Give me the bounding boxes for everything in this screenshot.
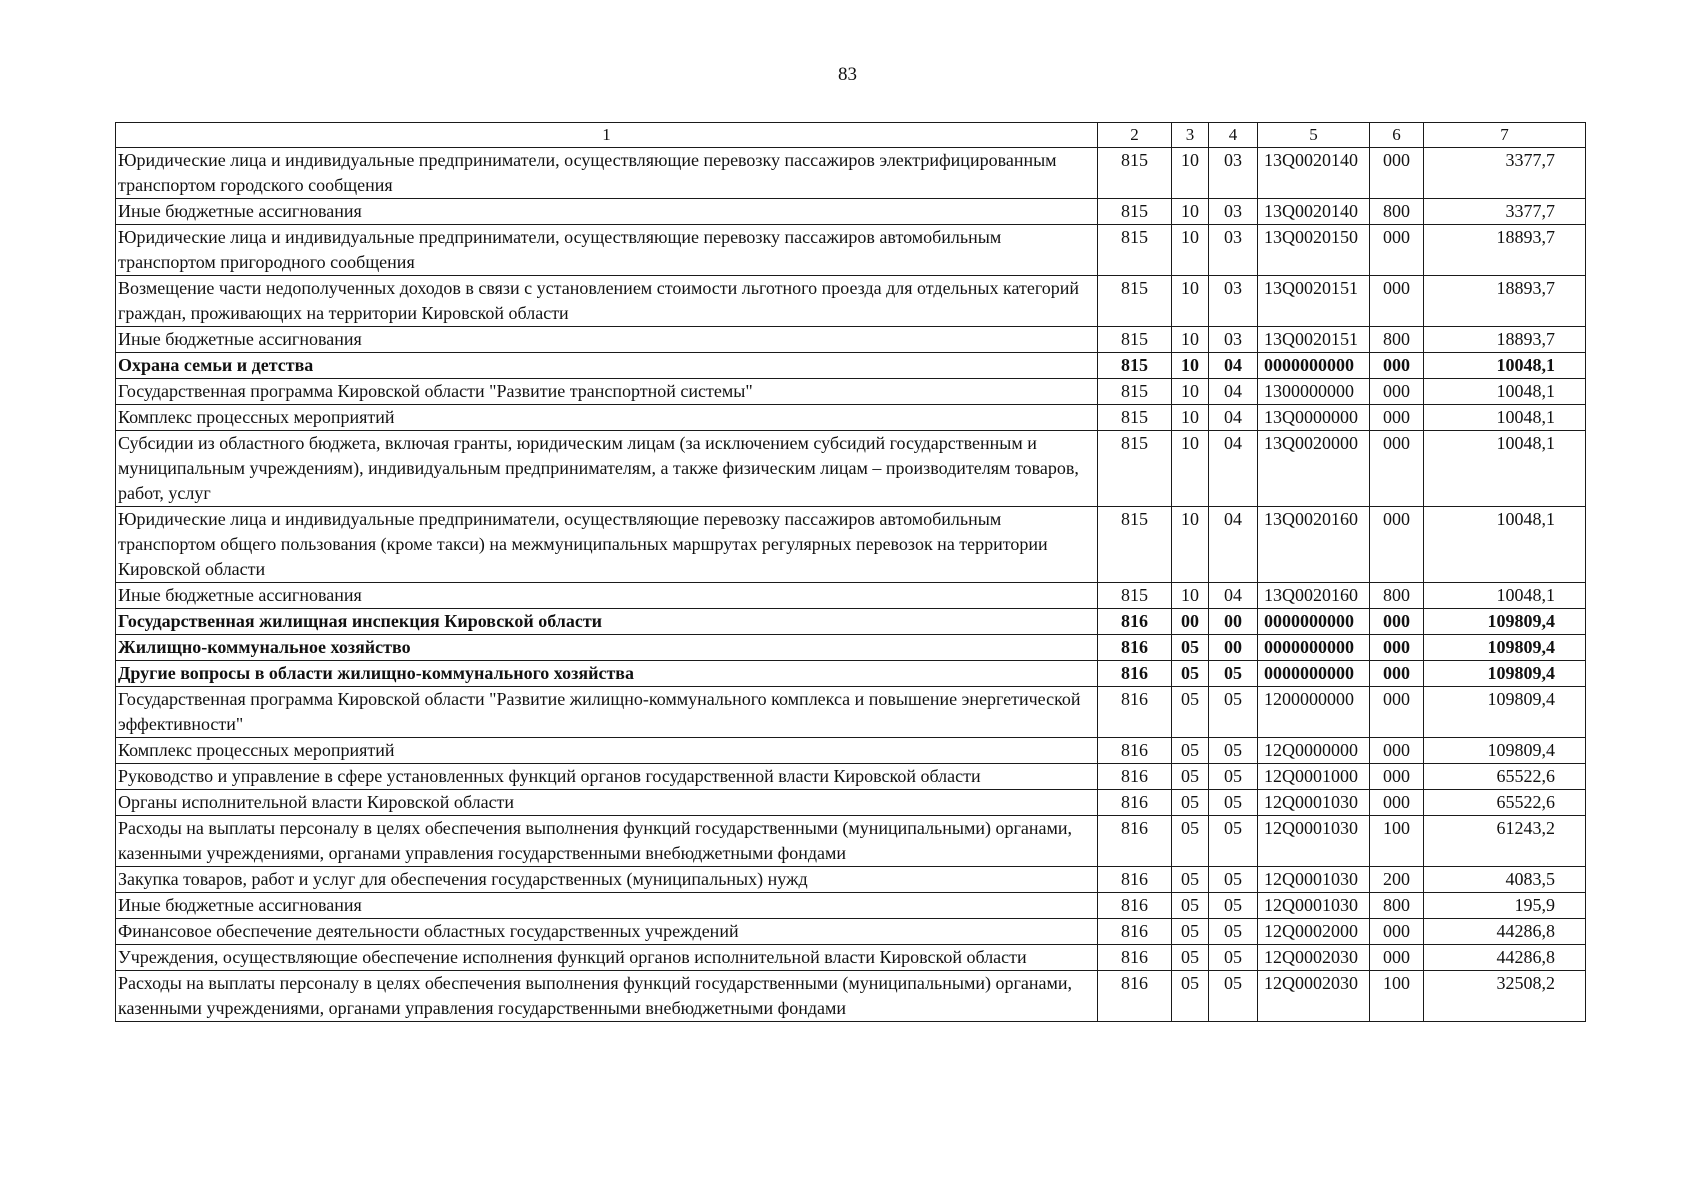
row-code-4-cell: 05 — [1209, 738, 1258, 764]
row-code-2-cell: 816 — [1098, 790, 1172, 816]
row-code-3-cell: 10 — [1172, 431, 1209, 507]
row-amount-cell: 3377,7 — [1424, 148, 1586, 199]
row-amount-cell: 18893,7 — [1424, 225, 1586, 276]
row-name-cell: Учреждения, осуществляющие обеспечение исполнения функций органов исполнительной власти Кировской области — [116, 945, 1098, 971]
row-name-cell: Возмещение части недополученных доходов в связи с установлением стоимости льготного проезда для отдельных категорий граждан, проживающих на территории Кировской области — [116, 276, 1098, 327]
row-amount-cell: 109809,4 — [1424, 687, 1586, 738]
row-amount-cell: 10048,1 — [1424, 405, 1586, 431]
row-code-3-cell: 05 — [1172, 790, 1209, 816]
table-row — [116, 945, 1586, 971]
row-name-cell: Руководство и управление в сфере установленных функций органов государственной власти Кировской области — [116, 764, 1098, 790]
row-name-cell: Финансовое обеспечение деятельности областных государственных учреждений — [116, 919, 1098, 945]
row-code-5-cell: 12Q0002030 — [1258, 971, 1370, 1022]
row-code-5-cell: 12Q0001030 — [1258, 816, 1370, 867]
table-row — [116, 816, 1586, 867]
row-code-4-cell: 00 — [1209, 635, 1258, 661]
table-header — [116, 123, 1586, 148]
row-amount-cell: 10048,1 — [1424, 583, 1586, 609]
row-code-5-cell: 1200000000 — [1258, 687, 1370, 738]
table-row — [116, 893, 1586, 919]
row-code-3-cell: 10 — [1172, 507, 1209, 583]
row-amount-cell: 65522,6 — [1424, 790, 1586, 816]
row-code-4-cell: 03 — [1209, 148, 1258, 199]
row-code-3-cell: 10 — [1172, 276, 1209, 327]
row-code-3-cell: 10 — [1172, 327, 1209, 353]
row-amount-cell: 3377,7 — [1424, 199, 1586, 225]
row-code-2-cell: 815 — [1098, 276, 1172, 327]
table-row — [116, 738, 1586, 764]
row-code-5-cell: 13Q0020140 — [1258, 148, 1370, 199]
row-code-4-cell: 05 — [1209, 790, 1258, 816]
row-code-6-cell: 000 — [1370, 225, 1424, 276]
row-amount-cell: 109809,4 — [1424, 609, 1586, 635]
row-name-cell: Комплекс процессных мероприятий — [116, 738, 1098, 764]
row-code-5-cell: 12Q0002030 — [1258, 945, 1370, 971]
row-code-6-cell: 800 — [1370, 199, 1424, 225]
row-amount-cell: 10048,1 — [1424, 379, 1586, 405]
table-row — [116, 199, 1586, 225]
row-code-5-cell: 12Q0000000 — [1258, 738, 1370, 764]
row-code-3-cell: 05 — [1172, 635, 1209, 661]
column-header-2: 2 — [1098, 123, 1172, 148]
row-code-6-cell: 000 — [1370, 609, 1424, 635]
row-amount-cell: 18893,7 — [1424, 276, 1586, 327]
row-code-2-cell: 816 — [1098, 687, 1172, 738]
column-header-7: 7 — [1424, 123, 1586, 148]
row-code-3-cell: 05 — [1172, 661, 1209, 687]
row-amount-cell: 44286,8 — [1424, 945, 1586, 971]
row-code-4-cell: 05 — [1209, 945, 1258, 971]
table-row — [116, 971, 1586, 1022]
row-code-2-cell: 816 — [1098, 919, 1172, 945]
table-body — [116, 148, 1586, 1022]
row-code-5-cell: 12Q0001030 — [1258, 893, 1370, 919]
table-row — [116, 379, 1586, 405]
row-code-6-cell: 000 — [1370, 405, 1424, 431]
table-row — [116, 661, 1586, 687]
column-header-3: 3 — [1172, 123, 1209, 148]
row-code-2-cell: 815 — [1098, 148, 1172, 199]
row-code-2-cell: 816 — [1098, 945, 1172, 971]
row-name-cell: Иные бюджетные ассигнования — [116, 893, 1098, 919]
table-row — [116, 867, 1586, 893]
table-row — [116, 635, 1586, 661]
page-number: 83 — [838, 64, 857, 85]
row-code-3-cell: 05 — [1172, 867, 1209, 893]
row-code-5-cell: 12Q0002000 — [1258, 919, 1370, 945]
row-code-2-cell: 816 — [1098, 971, 1172, 1022]
row-name-cell: Комплекс процессных мероприятий — [116, 405, 1098, 431]
row-code-3-cell: 05 — [1172, 971, 1209, 1022]
row-code-6-cell: 100 — [1370, 971, 1424, 1022]
row-code-6-cell: 000 — [1370, 507, 1424, 583]
row-amount-cell: 4083,5 — [1424, 867, 1586, 893]
row-amount-cell: 61243,2 — [1424, 816, 1586, 867]
row-code-6-cell: 200 — [1370, 867, 1424, 893]
row-code-5-cell: 12Q0001030 — [1258, 790, 1370, 816]
row-name-cell: Государственная программа Кировской области "Развитие жилищно-коммунального комплекса и повышение энергетической эффективности" — [116, 687, 1098, 738]
row-code-3-cell: 10 — [1172, 379, 1209, 405]
row-code-6-cell: 000 — [1370, 148, 1424, 199]
row-code-3-cell: 05 — [1172, 945, 1209, 971]
row-code-4-cell: 05 — [1209, 971, 1258, 1022]
row-amount-cell: 195,9 — [1424, 893, 1586, 919]
row-code-3-cell: 10 — [1172, 583, 1209, 609]
row-name-cell: Расходы на выплаты персоналу в целях обеспечения выполнения функций государственными (муниципальными) органами, казенными учреждениями, органами управления государственными внебюджетными фондами — [116, 971, 1098, 1022]
row-name-cell: Юридические лица и индивидуальные предприниматели, осуществляющие перевозку пассажиров электрифицированным транспортом городского сообщения — [116, 148, 1098, 199]
column-header-1: 1 — [116, 123, 1098, 148]
row-code-2-cell: 815 — [1098, 199, 1172, 225]
table-row — [116, 405, 1586, 431]
row-code-2-cell: 816 — [1098, 609, 1172, 635]
row-amount-cell: 10048,1 — [1424, 353, 1586, 379]
row-code-6-cell: 800 — [1370, 327, 1424, 353]
row-code-2-cell: 815 — [1098, 405, 1172, 431]
row-code-4-cell: 03 — [1209, 199, 1258, 225]
row-name-cell: Иные бюджетные ассигнования — [116, 199, 1098, 225]
row-code-6-cell: 000 — [1370, 764, 1424, 790]
row-code-6-cell: 000 — [1370, 431, 1424, 507]
table-row — [116, 353, 1586, 379]
row-name-cell: Закупка товаров, работ и услуг для обеспечения государственных (муниципальных) нужд — [116, 867, 1098, 893]
row-name-cell: Юридические лица и индивидуальные предприниматели, осуществляющие перевозку пассажиров автомобильным транспортом пригородного сообщения — [116, 225, 1098, 276]
row-code-4-cell: 05 — [1209, 893, 1258, 919]
row-code-2-cell: 816 — [1098, 661, 1172, 687]
row-name-cell: Органы исполнительной власти Кировской области — [116, 790, 1098, 816]
row-amount-cell: 10048,1 — [1424, 431, 1586, 507]
row-name-cell: Государственная жилищная инспекция Кировской области — [116, 609, 1098, 635]
table-row — [116, 790, 1586, 816]
table-row — [116, 609, 1586, 635]
row-amount-cell: 109809,4 — [1424, 661, 1586, 687]
column-header-6: 6 — [1370, 123, 1424, 148]
row-code-2-cell: 816 — [1098, 867, 1172, 893]
row-amount-cell: 44286,8 — [1424, 919, 1586, 945]
row-code-6-cell: 000 — [1370, 353, 1424, 379]
row-name-cell: Жилищно-коммунальное хозяйство — [116, 635, 1098, 661]
row-code-4-cell: 00 — [1209, 609, 1258, 635]
row-code-4-cell: 05 — [1209, 764, 1258, 790]
row-code-6-cell: 000 — [1370, 379, 1424, 405]
table-row — [116, 919, 1586, 945]
row-code-5-cell: 13Q0020151 — [1258, 327, 1370, 353]
row-amount-cell: 65522,6 — [1424, 764, 1586, 790]
row-code-5-cell: 0000000000 — [1258, 609, 1370, 635]
row-code-5-cell: 13Q0020151 — [1258, 276, 1370, 327]
row-code-3-cell: 10 — [1172, 405, 1209, 431]
table-row — [116, 431, 1586, 507]
row-code-6-cell: 800 — [1370, 583, 1424, 609]
table-row — [116, 327, 1586, 353]
row-code-5-cell: 1300000000 — [1258, 379, 1370, 405]
row-amount-cell: 109809,4 — [1424, 738, 1586, 764]
row-code-4-cell: 04 — [1209, 431, 1258, 507]
row-code-6-cell: 100 — [1370, 816, 1424, 867]
row-code-3-cell: 05 — [1172, 893, 1209, 919]
row-code-2-cell: 815 — [1098, 431, 1172, 507]
row-code-4-cell: 04 — [1209, 507, 1258, 583]
row-code-6-cell: 000 — [1370, 919, 1424, 945]
table-row — [116, 687, 1586, 738]
row-code-3-cell: 05 — [1172, 764, 1209, 790]
row-name-cell: Другие вопросы в области жилищно-коммунального хозяйства — [116, 661, 1098, 687]
row-code-4-cell: 05 — [1209, 687, 1258, 738]
row-name-cell: Охрана семьи и детства — [116, 353, 1098, 379]
row-code-4-cell: 04 — [1209, 405, 1258, 431]
row-code-5-cell: 0000000000 — [1258, 661, 1370, 687]
row-code-6-cell: 000 — [1370, 790, 1424, 816]
table-row — [116, 507, 1586, 583]
table-row — [116, 225, 1586, 276]
row-code-2-cell: 816 — [1098, 738, 1172, 764]
row-code-6-cell: 000 — [1370, 276, 1424, 327]
row-amount-cell: 10048,1 — [1424, 507, 1586, 583]
row-code-4-cell: 03 — [1209, 276, 1258, 327]
row-code-5-cell: 13Q0000000 — [1258, 405, 1370, 431]
row-code-5-cell: 0000000000 — [1258, 353, 1370, 379]
row-code-5-cell: 13Q0020000 — [1258, 431, 1370, 507]
row-code-5-cell: 12Q0001030 — [1258, 867, 1370, 893]
row-code-4-cell: 04 — [1209, 353, 1258, 379]
table-row — [116, 148, 1586, 199]
column-header-5: 5 — [1258, 123, 1370, 148]
row-amount-cell: 109809,4 — [1424, 635, 1586, 661]
row-code-4-cell: 05 — [1209, 867, 1258, 893]
row-code-4-cell: 04 — [1209, 583, 1258, 609]
row-code-6-cell: 000 — [1370, 687, 1424, 738]
row-code-3-cell: 05 — [1172, 816, 1209, 867]
header-row — [116, 123, 1586, 148]
row-code-2-cell: 816 — [1098, 816, 1172, 867]
row-amount-cell: 32508,2 — [1424, 971, 1586, 1022]
row-code-2-cell: 815 — [1098, 353, 1172, 379]
row-code-2-cell: 815 — [1098, 379, 1172, 405]
row-code-5-cell: 12Q0001000 — [1258, 764, 1370, 790]
row-amount-cell: 18893,7 — [1424, 327, 1586, 353]
row-code-6-cell: 800 — [1370, 893, 1424, 919]
row-code-3-cell: 05 — [1172, 919, 1209, 945]
row-name-cell: Расходы на выплаты персоналу в целях обеспечения выполнения функций государственными (муниципальными) органами, казенными учреждениями, органами управления государственными внебюджетными фондами — [116, 816, 1098, 867]
row-code-2-cell: 815 — [1098, 507, 1172, 583]
row-name-cell: Юридические лица и индивидуальные предприниматели, осуществляющие перевозку пассажиров автомобильным транспортом общего пользования (кроме такси) на межмуниципальных маршрутах регулярных перевозок на территории Кировской области — [116, 507, 1098, 583]
row-code-6-cell: 000 — [1370, 945, 1424, 971]
column-header-4: 4 — [1209, 123, 1258, 148]
table-row — [116, 764, 1586, 790]
row-code-2-cell: 815 — [1098, 583, 1172, 609]
row-code-4-cell: 05 — [1209, 919, 1258, 945]
row-code-2-cell: 815 — [1098, 327, 1172, 353]
row-code-4-cell: 05 — [1209, 816, 1258, 867]
row-code-4-cell: 05 — [1209, 661, 1258, 687]
row-name-cell: Иные бюджетные ассигнования — [116, 327, 1098, 353]
row-code-3-cell: 10 — [1172, 148, 1209, 199]
row-code-6-cell: 000 — [1370, 635, 1424, 661]
table-row — [116, 276, 1586, 327]
row-code-4-cell: 03 — [1209, 225, 1258, 276]
row-code-3-cell: 05 — [1172, 687, 1209, 738]
row-code-2-cell: 816 — [1098, 764, 1172, 790]
row-code-4-cell: 03 — [1209, 327, 1258, 353]
row-name-cell: Субсидии из областного бюджета, включая гранты, юридическим лицам (за исключением субсидий государственным и муниципальным учреждениям), индивидуальным предпринимателям, а также физическим лицам – производителям товаров, работ, услуг — [116, 431, 1098, 507]
row-code-3-cell: 05 — [1172, 738, 1209, 764]
row-code-3-cell: 10 — [1172, 225, 1209, 276]
row-code-3-cell: 10 — [1172, 199, 1209, 225]
row-code-2-cell: 815 — [1098, 225, 1172, 276]
row-code-6-cell: 000 — [1370, 661, 1424, 687]
row-code-4-cell: 04 — [1209, 379, 1258, 405]
budget-table — [115, 122, 1586, 1022]
row-code-5-cell: 13Q0020140 — [1258, 199, 1370, 225]
row-code-5-cell: 0000000000 — [1258, 635, 1370, 661]
row-code-6-cell: 000 — [1370, 738, 1424, 764]
row-code-5-cell: 13Q0020160 — [1258, 507, 1370, 583]
row-code-3-cell: 10 — [1172, 353, 1209, 379]
row-code-2-cell: 816 — [1098, 635, 1172, 661]
row-name-cell: Иные бюджетные ассигнования — [116, 583, 1098, 609]
row-code-5-cell: 13Q0020150 — [1258, 225, 1370, 276]
row-code-3-cell: 00 — [1172, 609, 1209, 635]
table-row — [116, 583, 1586, 609]
row-code-5-cell: 13Q0020160 — [1258, 583, 1370, 609]
row-name-cell: Государственная программа Кировской области "Развитие транспортной системы" — [116, 379, 1098, 405]
row-code-2-cell: 816 — [1098, 893, 1172, 919]
